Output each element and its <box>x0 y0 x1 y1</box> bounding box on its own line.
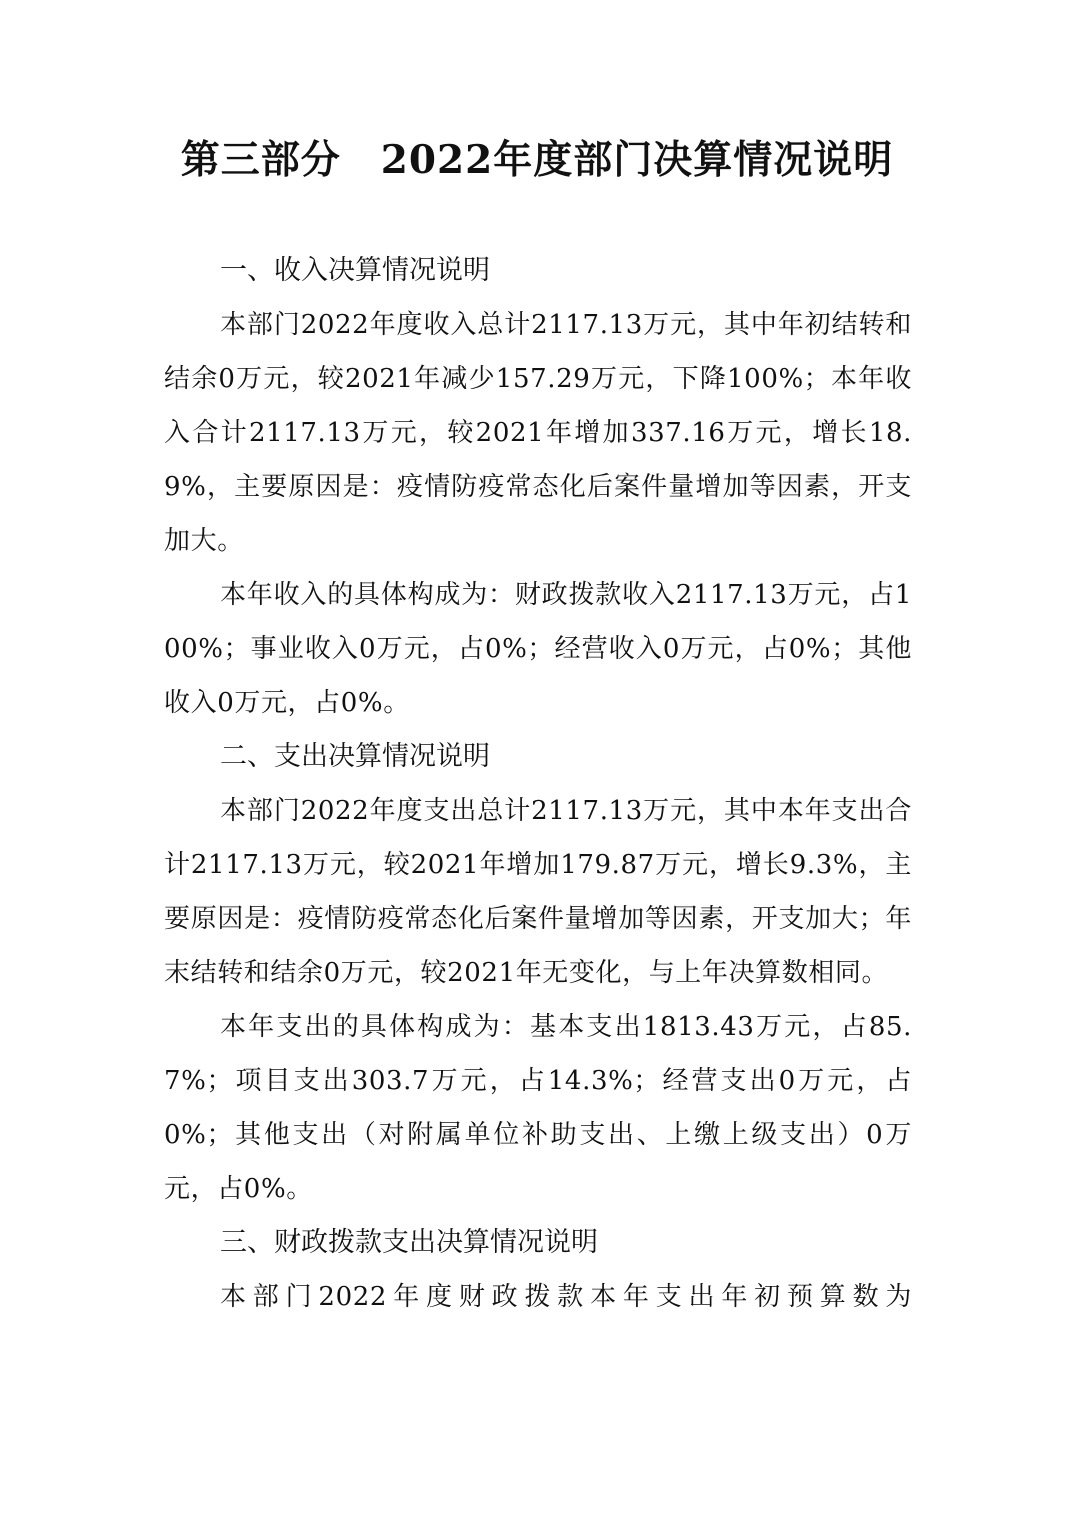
paragraph: 本部门2022年度支出总计2117.13万元，其中本年支出合计2117.13万元，较2021年增加179.87万元，增长9.3%，主要原因是：疫情防疫常态化后案件量增加等因素，开支加大；年末结转和结余0万元，较2021年无变化，与上年决算数相同。 <box>164 796 912 988</box>
section-heading: 二、支出决算情况说明 <box>220 741 490 772</box>
paragraph: 本部门2022年度财政拨款本年支出年初预算数为 <box>220 1282 912 1312</box>
document-body <box>164 244 912 1324</box>
section-expenditure <box>164 730 912 1216</box>
section-fiscal-appropriation <box>164 1216 912 1324</box>
paragraph: 本年收入的具体构成为：财政拨款收入2117.13万元，占100%；事业收入0万元，占0%；经营收入0万元，占0%；其他收入0万元，占0%。 <box>164 580 912 718</box>
paragraph: 本部门2022年度收入总计2117.13万元，其中年初结转和结余0万元，较2021年减少157.29万元，下降100%；本年收入合计2117.13万元，较2021年增加337.16万元，增长18.9%，主要原因是：疫情防疫常态化后案件量增加等因素，开支加大。 <box>164 310 912 556</box>
section-heading: 一、收入决算情况说明 <box>220 255 490 286</box>
section-income <box>164 244 912 730</box>
paragraph: 本年支出的具体构成为：基本支出1813.43万元，占85.7%；项目支出303.7万元，占14.3%；经营支出0万元，占0%；其他支出（对附属单位补助支出、上缴上级支出）0万元，占0%。 <box>164 1012 912 1204</box>
section-heading: 三、财政拨款支出决算情况说明 <box>220 1227 598 1258</box>
document-title: 第三部分 2022年度部门决算情况说明 <box>180 137 894 183</box>
